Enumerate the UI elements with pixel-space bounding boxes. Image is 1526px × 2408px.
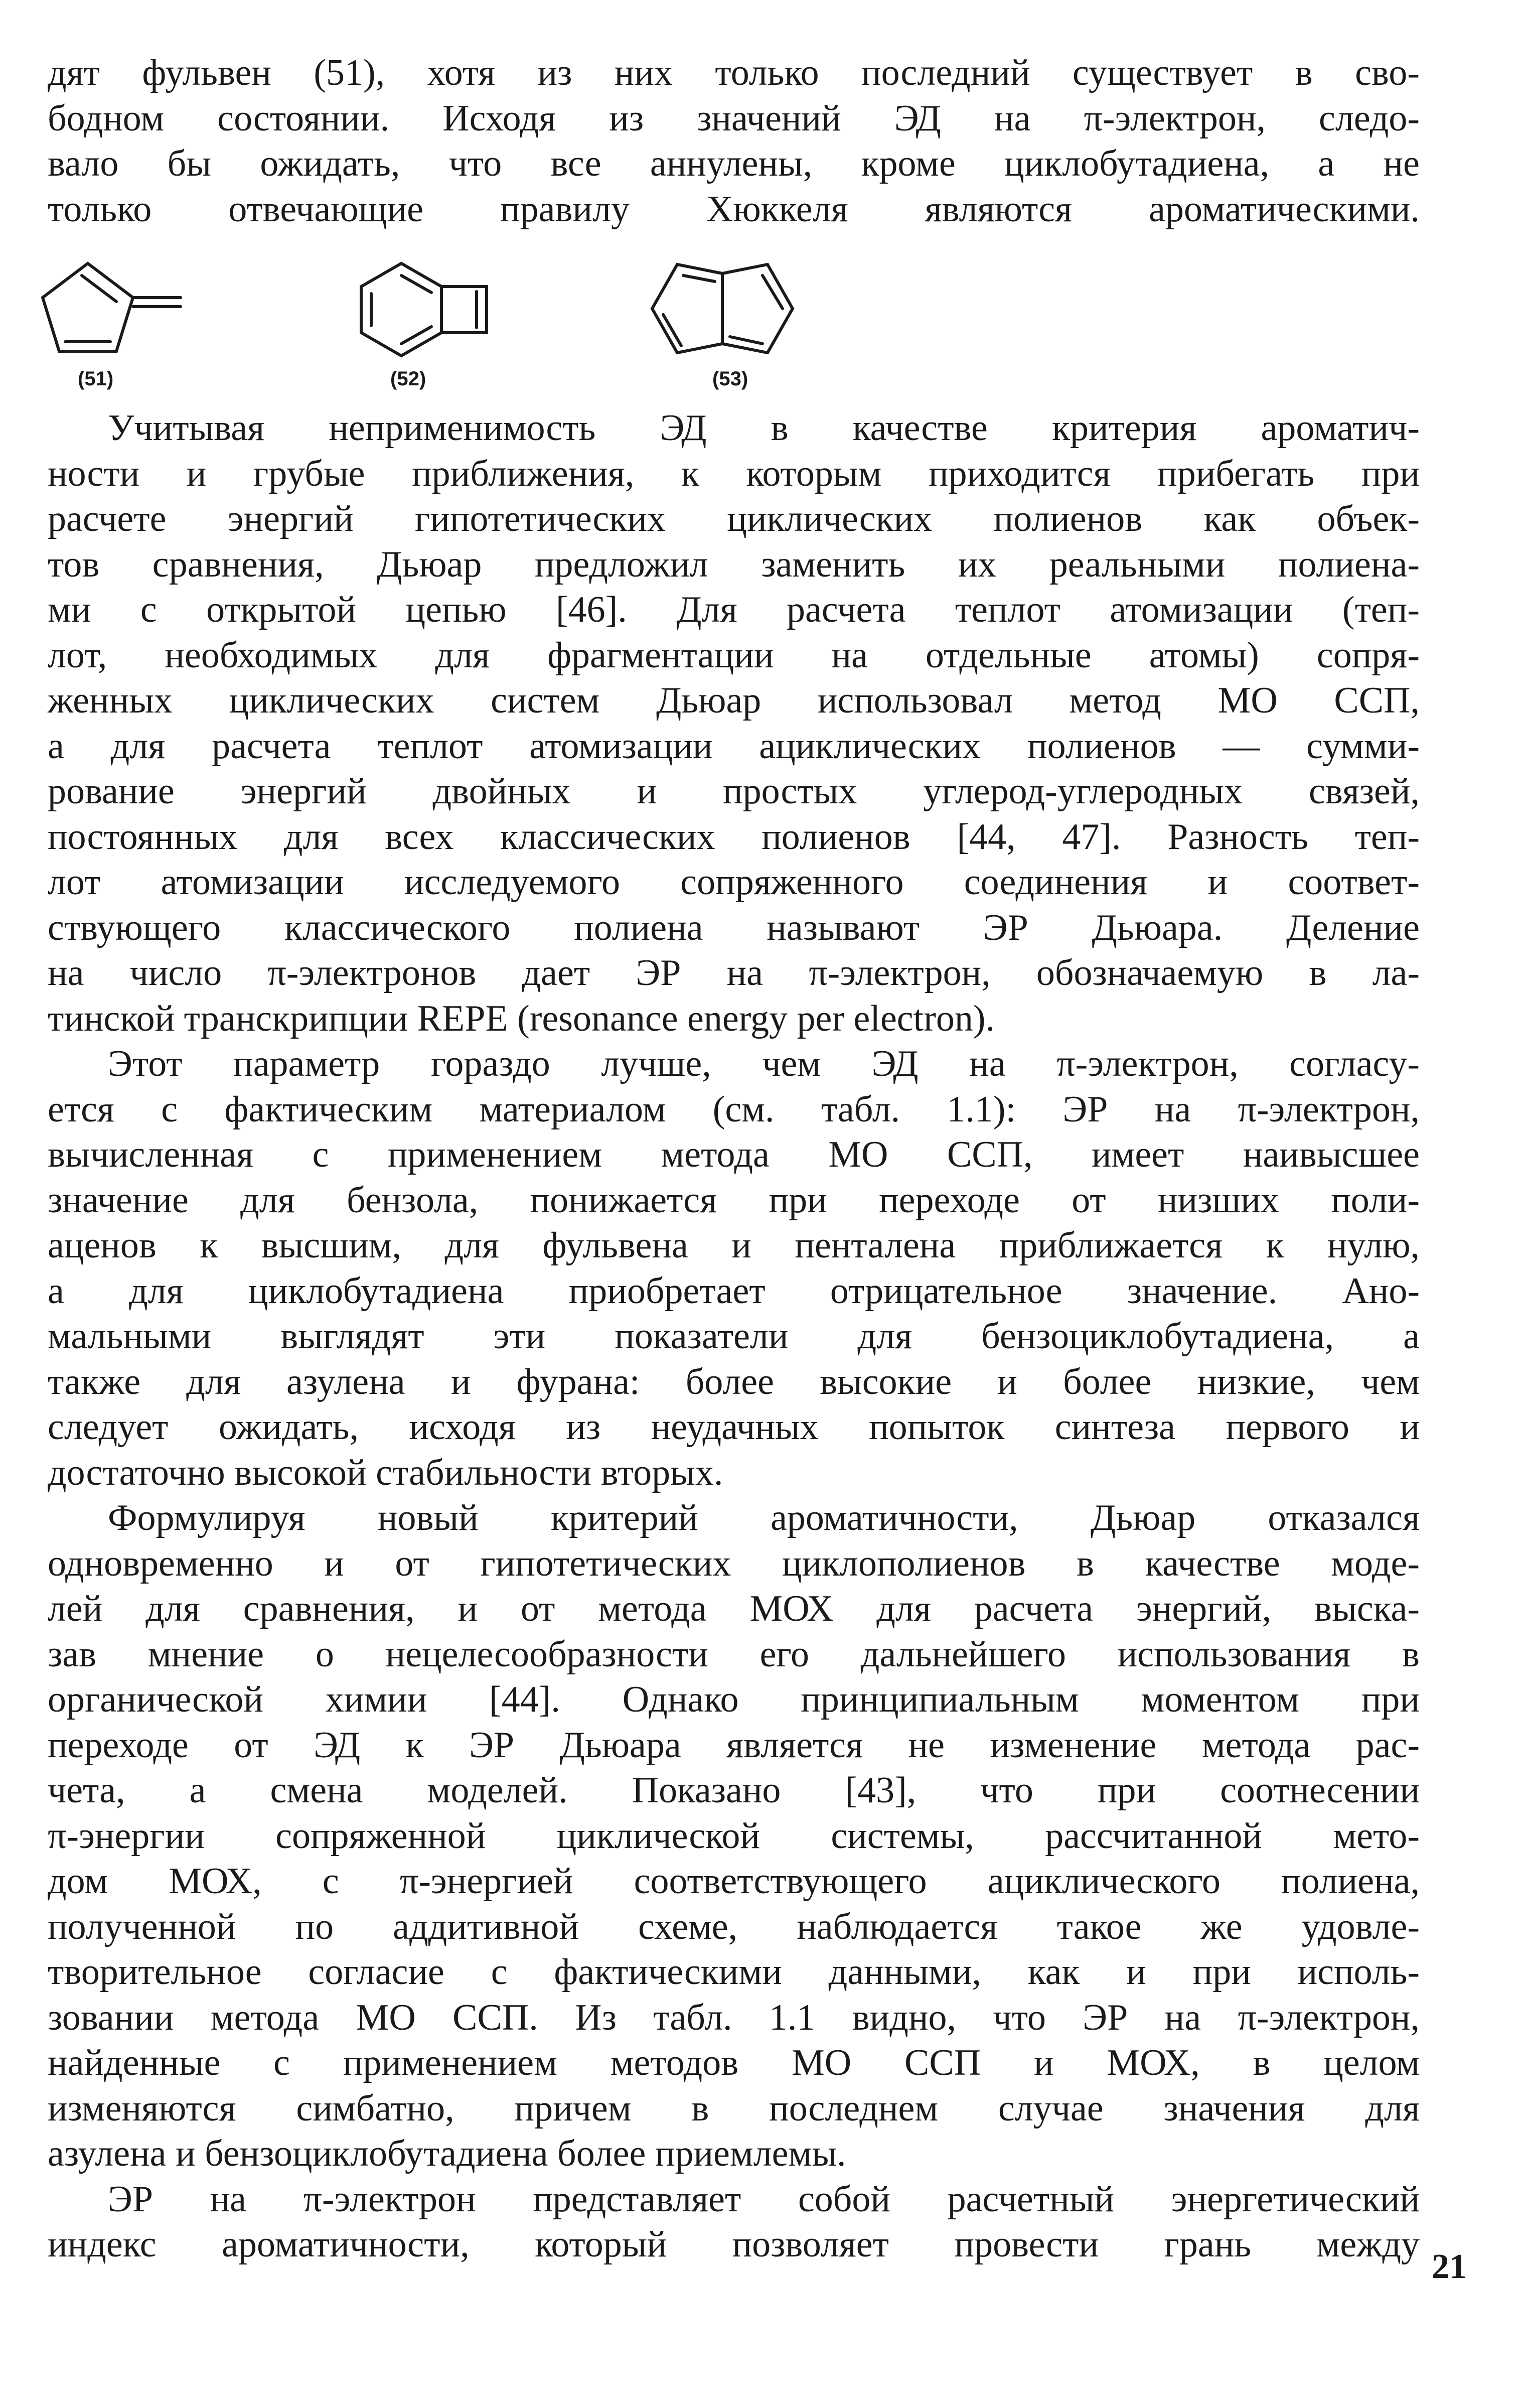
text-line: также для азулена и фурана: более высокие и более низкие, чем <box>48 1361 1420 1402</box>
text-line: переходе от ЭД к ЭР Дьюара является не изменение метода рас- <box>48 1724 1420 1766</box>
text-line: чета, а смена моделей. Показано [43], что при соотнесении <box>48 1770 1420 1811</box>
text-line: мальными выглядят эти показатели для бензоциклобутадиена, а <box>48 1316 1420 1357</box>
text-line: Учитывая неприменимость ЭД в качестве критерия ароматич- <box>108 407 1420 449</box>
text-line: а для циклобутадиена приобретает отрицательное значение. Ано- <box>48 1270 1420 1312</box>
text-line: лот, необходимых для фрагментации на отдельные атомы) сопря- <box>48 634 1420 676</box>
text-line: полученной по аддитивной схеме, наблюдается такое же удовле- <box>48 1906 1420 1947</box>
text-line: зовании метода МО ССП. Из табл. 1.1 видно, что ЭР на π-электрон, <box>48 1997 1420 2038</box>
text-line: ствующего классического полиена называют ЭР Дьюара. Деление <box>48 907 1420 948</box>
text-line: органической химии [44]. Однако принципиальным моментом при <box>48 1679 1420 1720</box>
text-line: π-энергии сопряженной циклической системы, рассчитанной мето- <box>48 1815 1420 1857</box>
text-line: вычисленная с применением метода МО ССП, имеет наивысшее <box>48 1134 1420 1175</box>
text-line: изменяются симбатно, причем в последнем случае значения для <box>48 2087 1420 2129</box>
structures-drawing <box>30 253 883 404</box>
structure-label-52: (52) <box>390 368 426 390</box>
text-line: бодном состоянии. Исходя из значений ЭД на π-электрон, следо- <box>48 97 1420 139</box>
text-line: а для расчета теплот атомизации ациклических полиенов — сумми- <box>48 725 1420 767</box>
text-line: расчете энергий гипотетических циклических полиенов как объек- <box>48 498 1420 539</box>
text-line: ется с фактическим материалом (см. табл. 1.1): ЭР на π-электрон, <box>48 1088 1420 1130</box>
text-line: дят фульвен (51), хотя из них только последний существует в сво- <box>48 52 1420 93</box>
text-line: ми с открытой цепью [46]. Для расчета теплот атомизации (теп- <box>48 589 1420 630</box>
chemical-structures <box>30 253 883 404</box>
text-line: найденные с применением методов МО ССП и МОХ, в целом <box>48 2042 1420 2083</box>
text-line: следует ожидать, исходя из неудачных попыток синтеза первого и <box>48 1406 1420 1448</box>
text-line: дом МОХ, с π-энергией соответствующего ациклического полиена, <box>48 1861 1420 1902</box>
text-line: одновременно и от гипотетических циклополиенов в качестве моде- <box>48 1542 1420 1584</box>
text-line: зав мнение о нецелесообразности его дальнейшего использования в <box>48 1633 1420 1675</box>
text-line: Этот параметр гораздо лучше, чем ЭД на π-электрон, согласу- <box>108 1043 1420 1084</box>
text-line: ЭР на π-электрон представляет собой расчетный энергетический <box>108 2178 1420 2220</box>
text-line: аценов к высшим, для фульвена и пенталена приближается к нулю, <box>48 1225 1420 1266</box>
text-line: ности и грубые приближения, к которым приходится прибегать при <box>48 453 1420 494</box>
text-line: лей для сравнения, и от метода МОХ для расчета энергий, выска- <box>48 1588 1420 1629</box>
intro-paragraph <box>48 50 1420 232</box>
text-line: достаточно высокой стабильности вторых. <box>48 1452 723 1493</box>
text-line: на число π-электронов дает ЭР на π-электрон, обозначаемую в ла- <box>48 952 1420 994</box>
text-line: постоянных для всех классических полиенов [44, 47]. Разность теп- <box>48 816 1420 858</box>
benzocyclobutadiene-structure <box>361 263 487 356</box>
structure-label-53: (53) <box>712 368 748 390</box>
page-number: 21 <box>1432 2247 1467 2286</box>
fulvene-structure <box>43 263 181 351</box>
text-line: Формулируя новый критерий ароматичности, Дьюар отказался <box>108 1497 1420 1538</box>
text-line: тов сравнения, Дьюар предложил заменить их реальными полиена- <box>48 543 1420 585</box>
structure-label-51: (51) <box>78 368 114 390</box>
text-line: лот атомизации исследуемого сопряженного соединения и соответ- <box>48 862 1420 903</box>
text-line: тинской транскрипции REPE (resonance energy per electron). <box>48 998 995 1039</box>
pentalene-structure <box>652 264 793 353</box>
text-line: вало бы ожидать, что все аннулены, кроме циклобутадиена, а не <box>48 143 1420 184</box>
text-line: творительное согласие с фактическими данными, как и при исполь- <box>48 1951 1420 1993</box>
body-text <box>48 405 1420 2268</box>
text-line: значение для бензола, понижается при переходе от низших поли- <box>48 1179 1420 1221</box>
text-line: азулена и бензоциклобутадиена более приемлемы. <box>48 2133 846 2174</box>
text-line: женных циклических систем Дьюар использовал метод МО ССП, <box>48 680 1420 721</box>
text-line: рование энергий двойных и простых углерод-углеродных связей, <box>48 771 1420 812</box>
text-line: индекс ароматичности, который позволяет провести грань между <box>48 2224 1420 2265</box>
text-line: только отвечающие правилу Хюккеля являются ароматическими. <box>48 188 1420 230</box>
